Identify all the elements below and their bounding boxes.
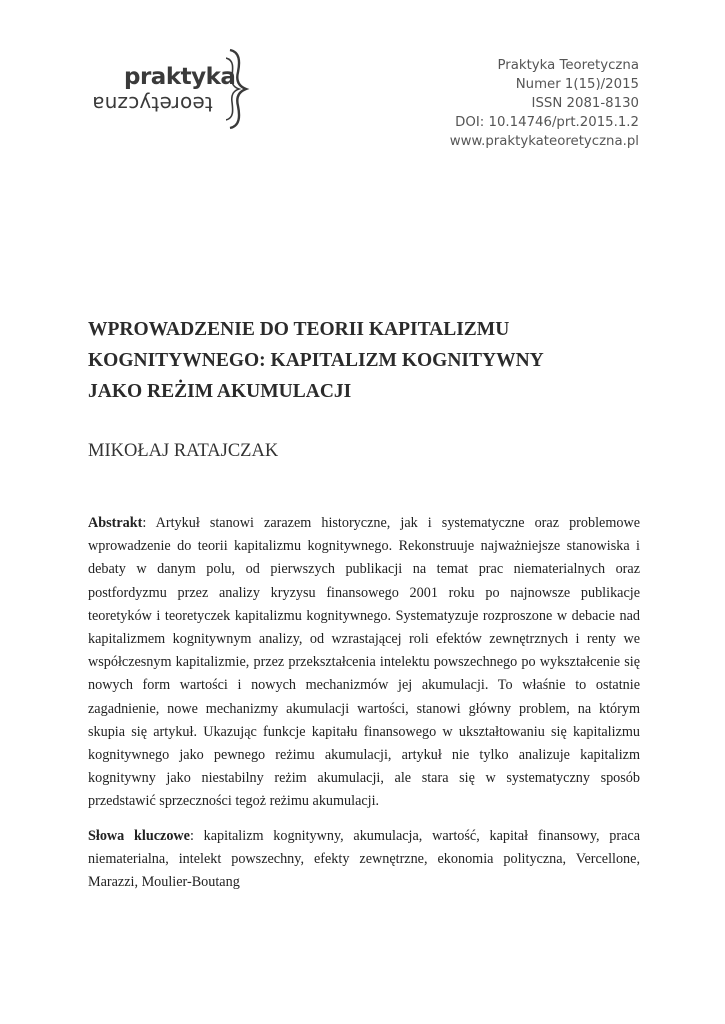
article-author: MIKOŁAJ RATAJCZAK [88, 441, 279, 461]
abstract [88, 512, 640, 814]
logo-brace-icon [226, 48, 252, 130]
abstract-label: Abstrakt [88, 515, 143, 531]
keywords [88, 825, 640, 895]
journal-logo [88, 48, 258, 128]
keywords-text: : kapitalizm kognitywny, akumulacja, wartość, kapitał finansowy, praca niematerialna, intelekt powszechny, efekty zewnętrzne, ekonomia polityczna, Vercellone, Marazzi, Moulier-Boutang [88, 828, 641, 891]
journal-issn: ISSN 2081-8130 [531, 96, 639, 111]
journal-name: Praktyka Teoretyczna [497, 58, 639, 73]
journal-url[interactable]: www.praktykateoretyczna.pl [449, 134, 639, 149]
abstract-text: : Artykuł stanowi zarazem historyczne, jak i systematyczne oraz problemowe wprowadzenie do teorii kapitalizmu kognitywnego. Rekonstruuje najważniejsze stanowiska i debaty w danym polu, od pierwszych publikacji na temat prac niematerialnych oraz postfordyzmu przez analizy kryzysu finansowego 2001 roku po najnowsze publikacje teoretyków i teoretyczek kapitalizmu kognitywnego. Systematyzuje rozproszone w debacie nad kapitalizmem kognitywnym analizy, od wzrastającej roli efektów zewnętrznych i renty we współczesnym kapitalizmie, przez przekształcenia intelektu powszechnego po wykształcenie się nowych form wartości i nowych mechanizmów jej akumulacji. To właśnie to ostatnie zagadnienie, nowe mechanizmy akumulacji wartości, stanowi główny problem, na którym skupia się artykuł. Ukazując funkcje kapitału finansowego w ukształtowaniu się kapitalizmu kognitywnego jako pewnego reżimu akumulacji, artykuł nie tylko analizuje kapitalizm kognitywny jako niestabilny reżim akumulacji, ale stara się w systematyczny sposób przedstawić sprzeczności tegoż reżimu akumulacji. [88, 515, 640, 810]
journal-meta [450, 56, 639, 151]
article-title [88, 314, 648, 407]
keywords-label: Słowa kluczowe [88, 828, 190, 844]
logo-bottom-text: teoretyczna [92, 92, 213, 116]
title-line: WPROWADZENIE DO TEORII KAPITALIZMU [88, 319, 510, 340]
journal-issue: Numer 1(15)/2015 [515, 77, 639, 92]
title-line: JAKO REŻIM AKUMULACJI [88, 381, 352, 402]
article-doi[interactable]: DOI: 10.14746/prt.2015.1.2 [455, 115, 639, 130]
logo-top-text: praktyka [124, 64, 236, 90]
title-line: KOGNITYWNEGO: KAPITALIZM KOGNITYWNY [88, 350, 544, 371]
